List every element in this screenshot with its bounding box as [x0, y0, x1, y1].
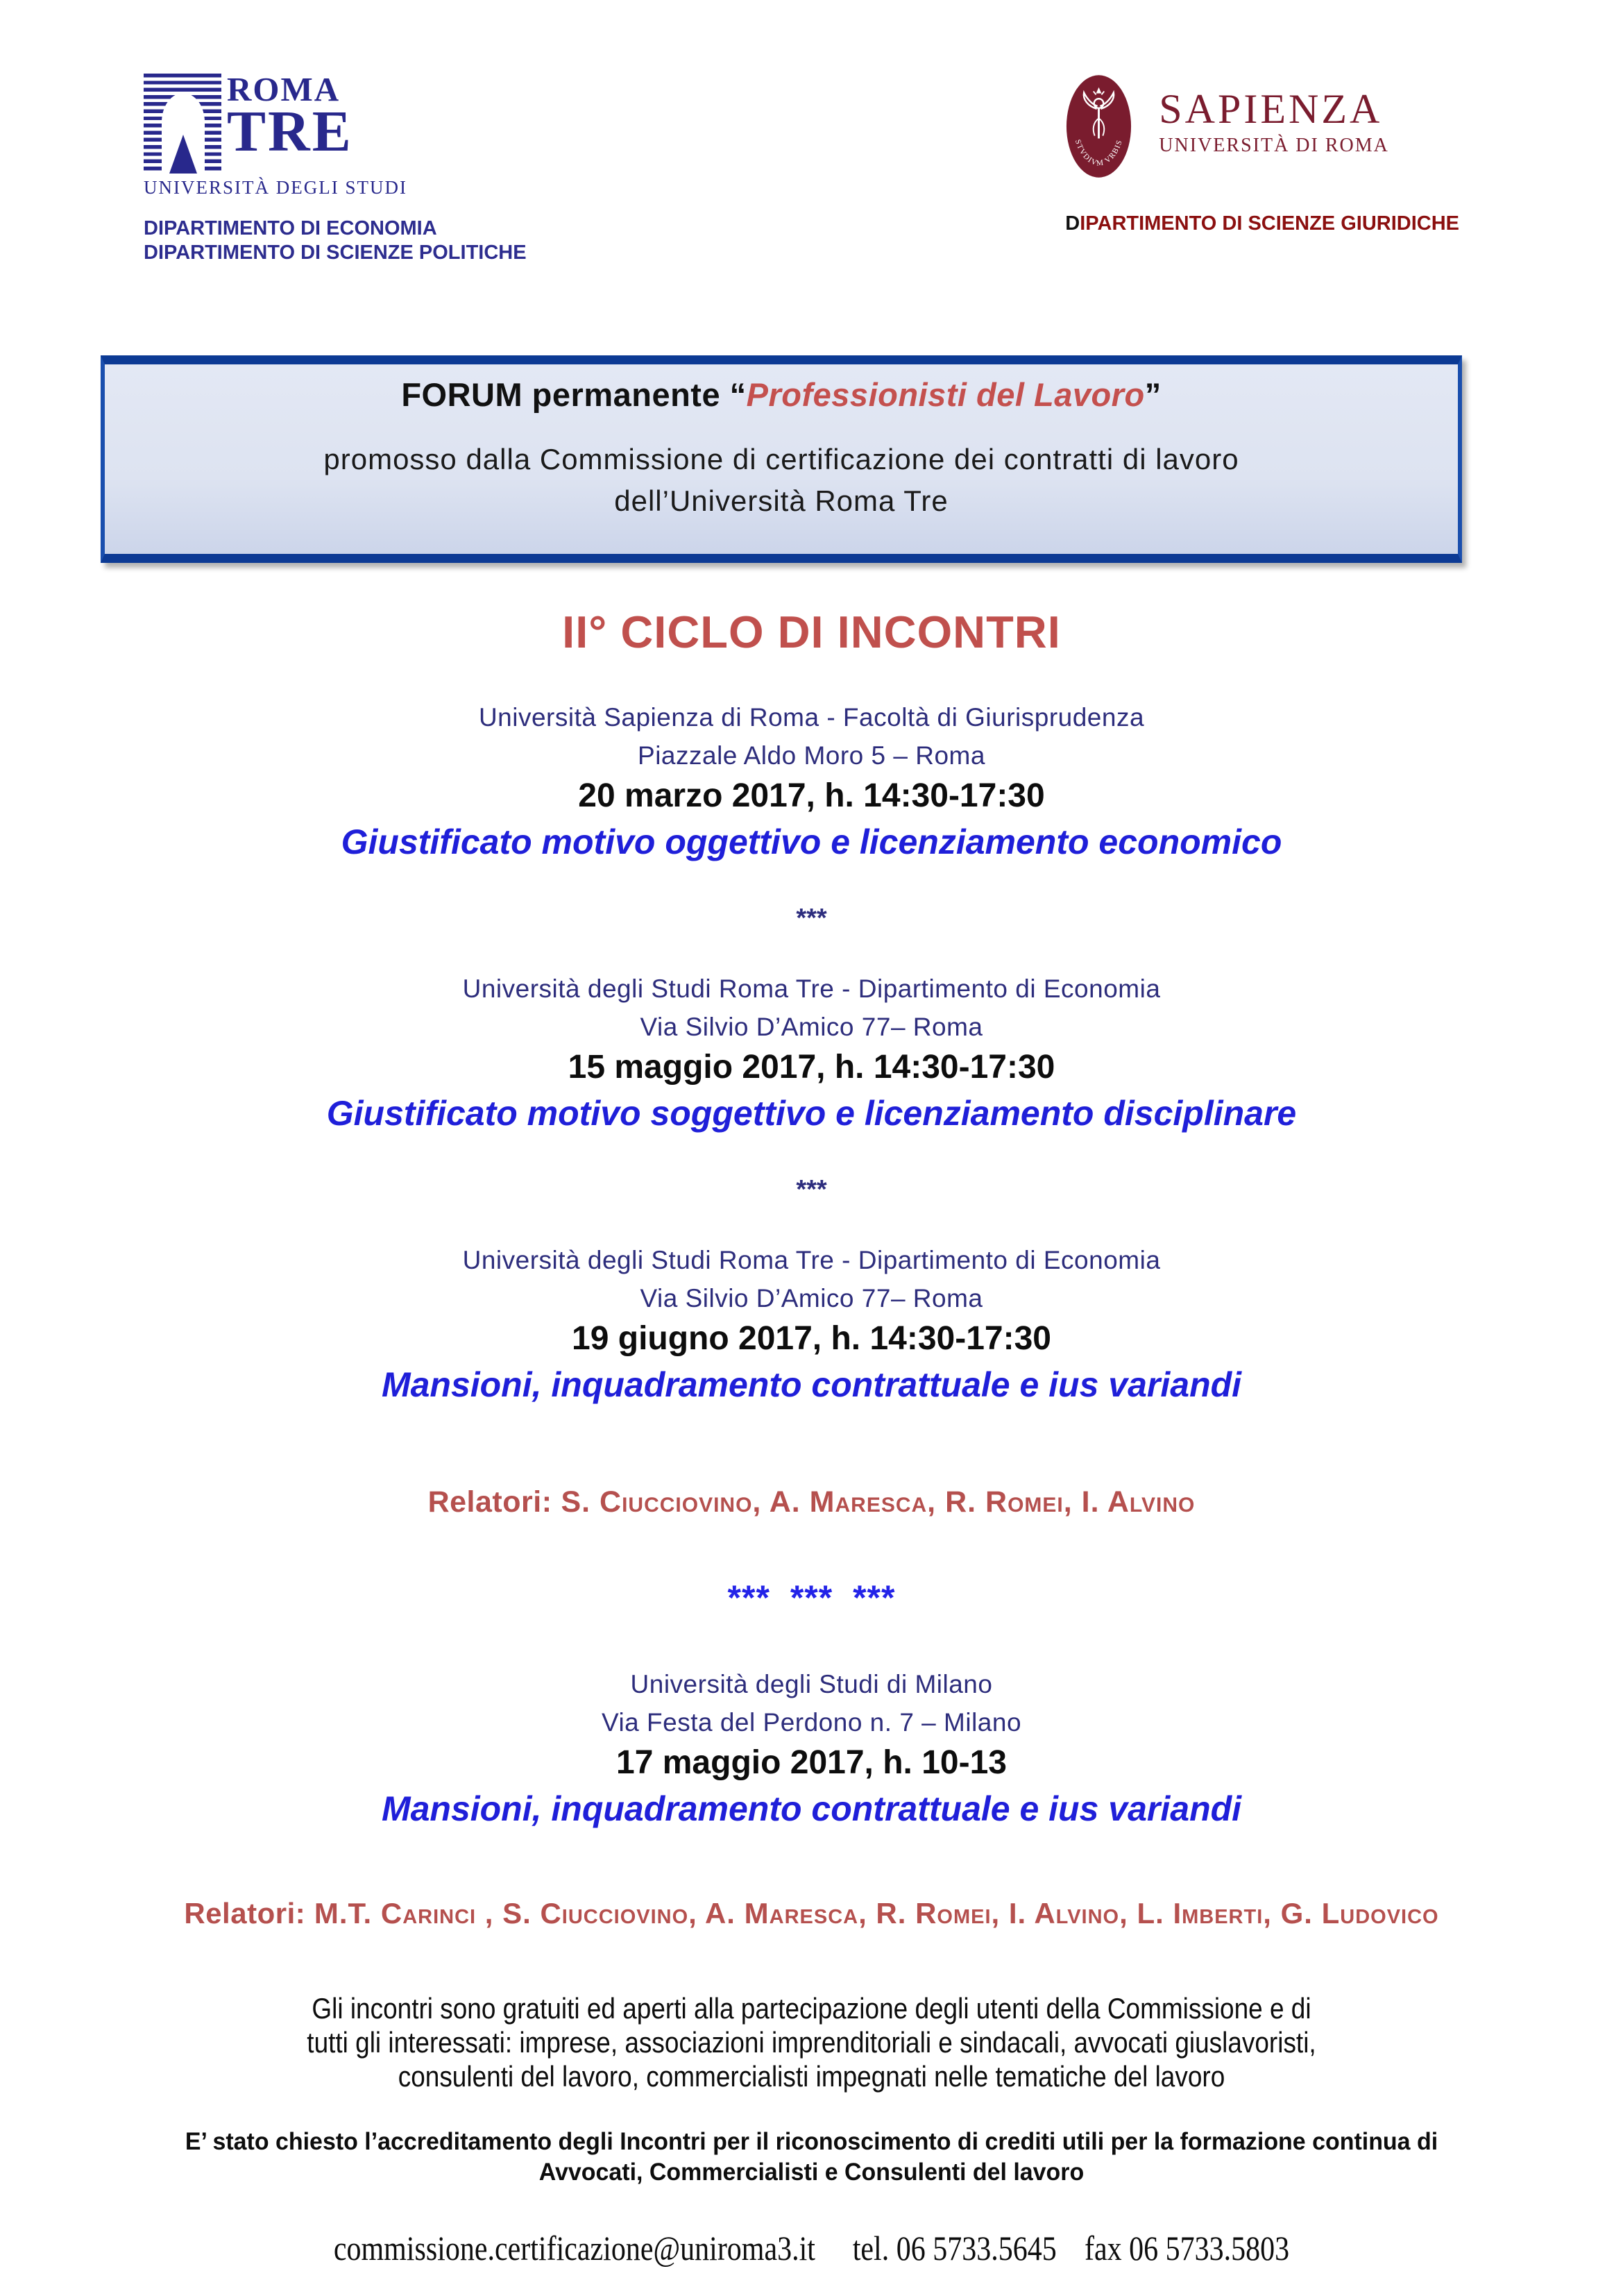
forum-banner: [101, 355, 1462, 563]
banner-subtitle-line1: promosso dalla Commissione di certificazione dei contratti di lavoro: [323, 443, 1239, 475]
banner-subtitle-line2: dell’Università Roma Tre: [614, 484, 949, 517]
sapienza-logo: [1065, 74, 1389, 179]
event-address: Via Festa del Perdono n. 7 – Milano: [601, 1708, 1022, 1737]
event-venue: Università degli Studi Roma Tre - Dipartimento di Economia: [462, 1246, 1161, 1274]
romatre-dept-scienze-politiche: DIPARTIMENTO DI SCIENZE POLITICHE: [144, 242, 527, 264]
event-venue: Università Sapienza di Roma - Facoltà di Giurisprudenza: [478, 703, 1145, 732]
speakers-label: Relatori:: [427, 1485, 552, 1519]
accreditation-paragraph: [24, 2127, 1599, 2188]
accreditation-line2: Avvocati, Commercialisti e Consulenti del lavoro: [538, 2159, 1085, 2186]
romatre-name-line2: TRE: [227, 99, 353, 164]
event-datetime: 15 maggio 2017, h. 14:30-17:30: [568, 1049, 1055, 1086]
sapienza-block: [1065, 74, 1459, 235]
event-datetime: 20 marzo 2017, h. 14:30-17:30: [578, 777, 1045, 814]
event-venue: Università degli Studi di Milano: [630, 1670, 993, 1698]
info-paragraph-line1: Gli incontri sono gratuiti ed aperti alla partecipazione degli utenti della Commissione e di: [312, 1992, 1311, 2025]
accreditation-line1: E’ stato chiesto l’accreditamento degli Incontri per il riconoscimento di crediti utili per la formazione continua di: [185, 2128, 1438, 2155]
event-milano: [0, 1669, 1623, 1829]
forum-banner-title: [119, 375, 1444, 414]
separator-asterisks-big: *** *** ***: [727, 1578, 896, 1617]
separator-asterisks: ***: [796, 904, 827, 933]
info-paragraph-line3: consulenti del lavoro, commercialisti impegnati nelle tematiche del lavoro: [398, 2060, 1225, 2093]
event-topic: Mansioni, inquadramento contrattuale e ius variandi: [381, 1365, 1242, 1404]
page-title: II° CICLO DI INCONTRI: [562, 607, 1061, 657]
sapienza-name: SAPIENZA: [1159, 86, 1383, 132]
romatre-departments: [144, 217, 527, 265]
sapienza-dept-first-letter: D: [1065, 212, 1080, 235]
romatre-block: [144, 70, 527, 265]
header: [0, 0, 1623, 265]
sapienza-seal-icon: [1065, 74, 1132, 179]
banner-open-quote: “: [729, 376, 747, 413]
event-address: Via Silvio D’Amico 77– Roma: [640, 1013, 983, 1041]
contact-fax: fax 06 5733.5803: [1085, 2229, 1290, 2268]
separator-asterisks: ***: [796, 1175, 827, 1204]
event-romatre-maggio: [0, 974, 1623, 1133]
romatre-triangle-icon: [169, 135, 197, 174]
event-roma-sapienza: [0, 702, 1623, 862]
contact-phone: tel. 06 5733.5645: [852, 2229, 1057, 2268]
event-romatre-giugno: [0, 1245, 1623, 1405]
romatre-logo: [144, 70, 527, 174]
event-topic: Mansioni, inquadramento contrattuale e ius variandi: [381, 1789, 1242, 1828]
sapienza-department: [1065, 212, 1459, 235]
speakers-names: M.T. Carinci , S. Ciucciovino, A. Maresca, R. Romei, I. Alvino, L. Imberti, G. Ludovico: [305, 1897, 1439, 1930]
banner-title-red: Professionisti del Lavoro: [746, 376, 1145, 413]
romatre-wordmark: [227, 70, 353, 164]
info-paragraph: [97, 1991, 1525, 2093]
event-address: Via Silvio D’Amico 77– Roma: [640, 1284, 983, 1312]
event-datetime: 19 giugno 2017, h. 14:30-17:30: [572, 1320, 1051, 1357]
svg-text:STVDIVM VRBIS: STVDIVM VRBIS: [1073, 138, 1125, 168]
sapienza-dept-rest: IPARTIMENTO DI SCIENZE GIURIDICHE: [1080, 212, 1459, 235]
forum-banner-subtitle: [119, 439, 1444, 522]
speakers-label: Relatori:: [184, 1897, 306, 1930]
speakers-line-2: [0, 1897, 1623, 1930]
event-topic: Giustificato motivo soggettivo e licenziamento disciplinare: [326, 1094, 1297, 1133]
info-paragraph-line2: tutti gli interessati: imprese, associazioni imprenditoriali e sindacali, avvocati giuslavoristi,: [307, 2026, 1316, 2059]
event-venue: Università degli Studi Roma Tre - Dipartimento di Economia: [462, 974, 1161, 1003]
speakers-names: S. Ciucciovino, A. Maresca, R. Romei, I. Alvino: [552, 1485, 1196, 1519]
banner-title-prefix: FORUM permanente: [401, 376, 730, 413]
romatre-name-line1: ROMA: [227, 70, 341, 108]
event-topic: Giustificato motivo oggettivo e licenziamento economico: [341, 822, 1282, 861]
romatre-subtitle: UNIVERSITÀ DEGLI STUDI: [144, 177, 407, 198]
contact-line: [130, 2228, 1493, 2268]
event-datetime: 17 maggio 2017, h. 10-13: [616, 1744, 1007, 1781]
banner-close-quote: ”: [1144, 376, 1162, 413]
event-address: Piazzale Aldo Moro 5 – Roma: [638, 741, 985, 770]
sapienza-wordmark: [1159, 86, 1389, 157]
romatre-stripes-icon: [144, 74, 221, 174]
romatre-arch-icon: [162, 93, 205, 174]
sapienza-subtitle: UNIVERSITÀ DI ROMA: [1159, 135, 1389, 156]
speakers-line-1: [0, 1485, 1623, 1519]
contact-email: commissione.certificazione@uniroma3.it: [333, 2229, 815, 2268]
romatre-dept-economia: DIPARTIMENTO DI ECONOMIA: [144, 217, 437, 239]
